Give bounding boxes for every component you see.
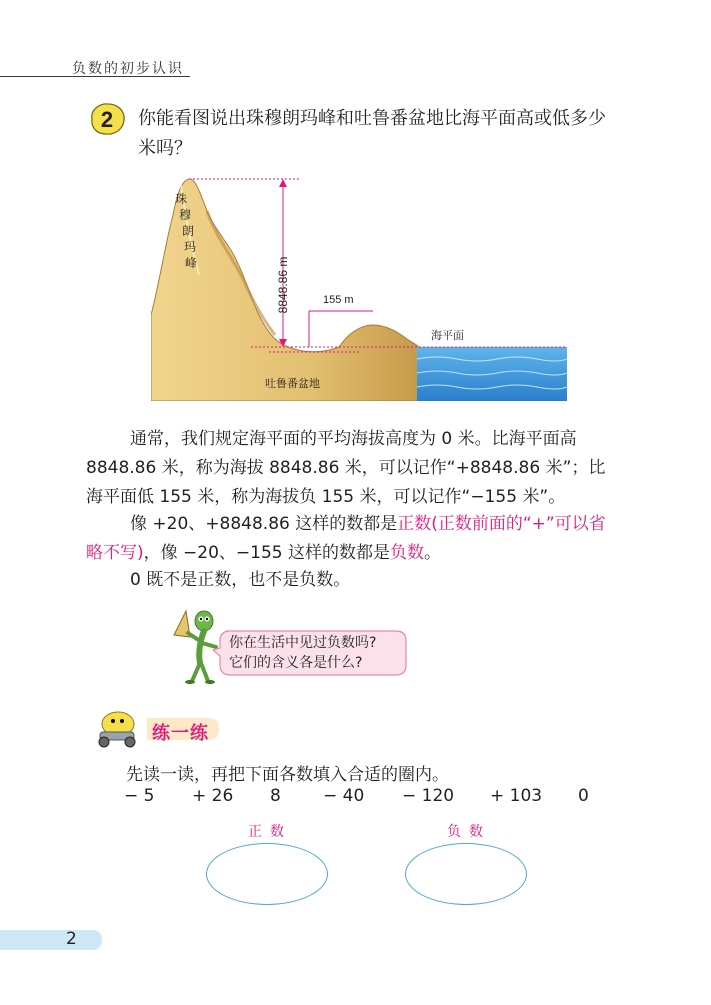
- question-number: 2: [100, 107, 114, 132]
- question-line-1: 你能看图说出珠穆朗玛峰和吐鲁番盆地比海平面高或低多少: [138, 108, 606, 129]
- negative-circle-label: 负数: [447, 824, 491, 840]
- question-number-badge: [88, 102, 126, 136]
- peak-label-char: 珠: [174, 192, 188, 206]
- positive-term-cont: 略不写): [86, 543, 144, 563]
- paragraph-line: 8848.86 米，称为海拔 8848.86 米，可以记作“+8848.86 米”；比: [86, 458, 606, 478]
- height-label: 8848.86 m: [276, 256, 290, 314]
- practice-instruction: 先读一读，再把下面各数填入合适的圈内。: [126, 765, 449, 785]
- definition-text: 。: [424, 543, 442, 563]
- mountain-sea-illustration: [151, 175, 567, 401]
- number-item: 8: [270, 786, 281, 806]
- practice-title: 练一练: [152, 723, 209, 744]
- speech-bubble-text: [229, 633, 376, 673]
- bubble-line-2: 它们的含义各是什么?: [229, 655, 363, 671]
- paragraph-zero: [108, 566, 638, 595]
- positive-answer-circle[interactable]: [206, 843, 328, 905]
- positive-term: 正数(正数前面的“+”可以省: [397, 514, 606, 534]
- number-item: − 40: [323, 786, 365, 806]
- number-item: + 26: [192, 786, 234, 806]
- peak-label-char: 玛: [183, 240, 197, 254]
- page-number: 2: [66, 929, 77, 949]
- sea-level-label: 海平面: [431, 329, 464, 342]
- peak-label-char: 朗: [181, 224, 195, 238]
- positive-circle-label: 正数: [248, 824, 292, 840]
- number-item: + 103: [490, 786, 543, 806]
- number-item: 0: [578, 786, 589, 806]
- definition-text: ，像 −20、−155 这样的数都是: [143, 543, 391, 563]
- question-line-2: 米吗？: [138, 138, 192, 159]
- negative-answer-circle[interactable]: [405, 843, 527, 905]
- section-title: 负数的初步认识: [72, 61, 184, 77]
- definition-text: 像 +20、+8848.86 这样的数都是: [130, 514, 398, 534]
- paragraph-line: 海平面低 155 米，称为海拔负 155 米，可以记作“−155 米”。: [86, 487, 566, 507]
- paragraph-definition: [86, 510, 638, 568]
- bubble-line-1: 你在生活中见过负数吗?: [229, 635, 377, 651]
- question-text: [138, 104, 638, 164]
- number-item: − 120: [402, 786, 455, 806]
- negative-term: 负数: [390, 543, 425, 563]
- paragraph-sea-level: [86, 425, 638, 512]
- number-item: − 5: [124, 786, 155, 806]
- header-rule: [0, 76, 190, 77]
- peak-label-char: 峰: [184, 256, 198, 270]
- zero-statement: 0 既不是正数，也不是负数。: [130, 570, 351, 590]
- basin-label: 吐鲁番盆地: [265, 377, 320, 390]
- peak-label-char: 穆: [178, 208, 192, 222]
- depth-label: 155 m: [323, 294, 354, 306]
- practice-icon: [92, 708, 142, 748]
- page-number-tab: [0, 928, 104, 952]
- paragraph-line: 通常，我们规定海平面的平均海拔高度为 0 米。比海平面高: [130, 429, 577, 449]
